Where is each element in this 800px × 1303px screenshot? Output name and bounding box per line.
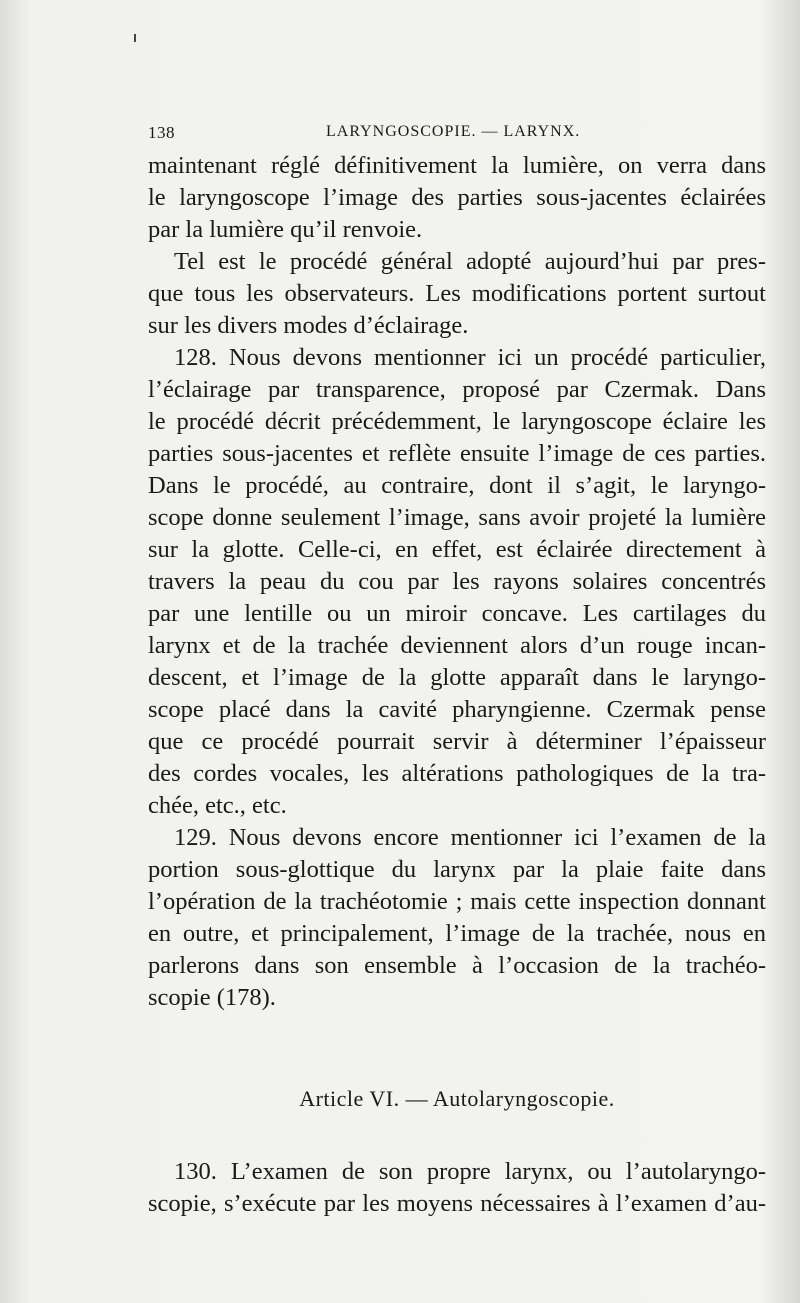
- text-line: le procédé décrit précédemment, le laryngoscope éclaire les: [148, 408, 766, 435]
- text-line: descent, et l’image de la glotte apparaît dans le laryngo-: [148, 664, 766, 691]
- text-line: maintenant réglé définitivement la lumière, on verra dans: [148, 152, 766, 179]
- text-line: scope donne seulement l’image, sans avoir projeté la lumière: [148, 504, 766, 531]
- text-line: par la lumière qu’il renvoie.: [148, 216, 423, 243]
- running-title: LARYNGOSCOPIE. — LARYNX.: [326, 123, 581, 140]
- page-number: 138: [148, 123, 175, 142]
- article-heading: Article VI. — Autolaryngoscopie.: [299, 1086, 615, 1111]
- text-line: en outre, et principalement, l’image de la trachée, nous en: [148, 920, 766, 947]
- running-header: [148, 118, 758, 148]
- text-line: sur les divers modes d’éclairage.: [148, 312, 469, 339]
- text-line: sur la glotte. Celle-ci, en effet, est éclairée directement à: [148, 536, 766, 563]
- text-line: Tel est le procédé général adopté aujourd’hui par pres-: [174, 248, 766, 275]
- print-mark: [134, 34, 136, 42]
- text-line: travers la peau du cou par les rayons solaires concentrés: [148, 568, 766, 595]
- text-line: l’opération de la trachéotomie ; mais cette inspection donnant: [148, 888, 766, 915]
- text-line: parlerons dans son ensemble à l’occasion de la trachéo-: [148, 952, 766, 979]
- text-line: que ce procédé pourrait servir à déterminer l’épaisseur: [148, 728, 766, 755]
- body-text-continued: [148, 1156, 766, 1220]
- text-line: parties sous-jacentes et reflète ensuite l’image de ces parties.: [148, 440, 766, 467]
- text-line: portion sous-glottique du larynx par la plaie faite dans: [148, 856, 766, 883]
- text-line: scopie (178).: [148, 984, 276, 1011]
- text-line: 128. Nous devons mentionner ici un procédé particulier,: [174, 344, 766, 371]
- text-line: chée, etc., etc.: [148, 792, 287, 819]
- text-line: scopie, s’exécute par les moyens nécessaires à l’examen d’au-: [148, 1190, 766, 1217]
- text-line: par une lentille ou un miroir concave. Les cartilages du: [148, 600, 766, 627]
- text-line: Dans le procédé, au contraire, dont il s’agit, le laryngo-: [148, 472, 766, 499]
- text-line: 129. Nous devons encore mentionner ici l’examen de la: [174, 824, 766, 851]
- text-line: des cordes vocales, les altérations pathologiques de la tra-: [148, 760, 766, 787]
- text-line: scope placé dans la cavité pharyngienne. Czermak pense: [148, 696, 766, 723]
- text-line: le laryngoscope l’image des parties sous-jacentes éclairées: [148, 184, 766, 211]
- text-line: l’éclairage par transparence, proposé par Czermak. Dans: [148, 376, 766, 403]
- text-line: que tous les observateurs. Les modifications portent surtout: [148, 280, 766, 307]
- text-line: 130. L’examen de son propre larynx, ou l’autolaryngo-: [174, 1158, 766, 1185]
- text-line: larynx et de la trachée deviennent alors d’un rouge incan-: [148, 632, 766, 659]
- body-text: [148, 150, 766, 1014]
